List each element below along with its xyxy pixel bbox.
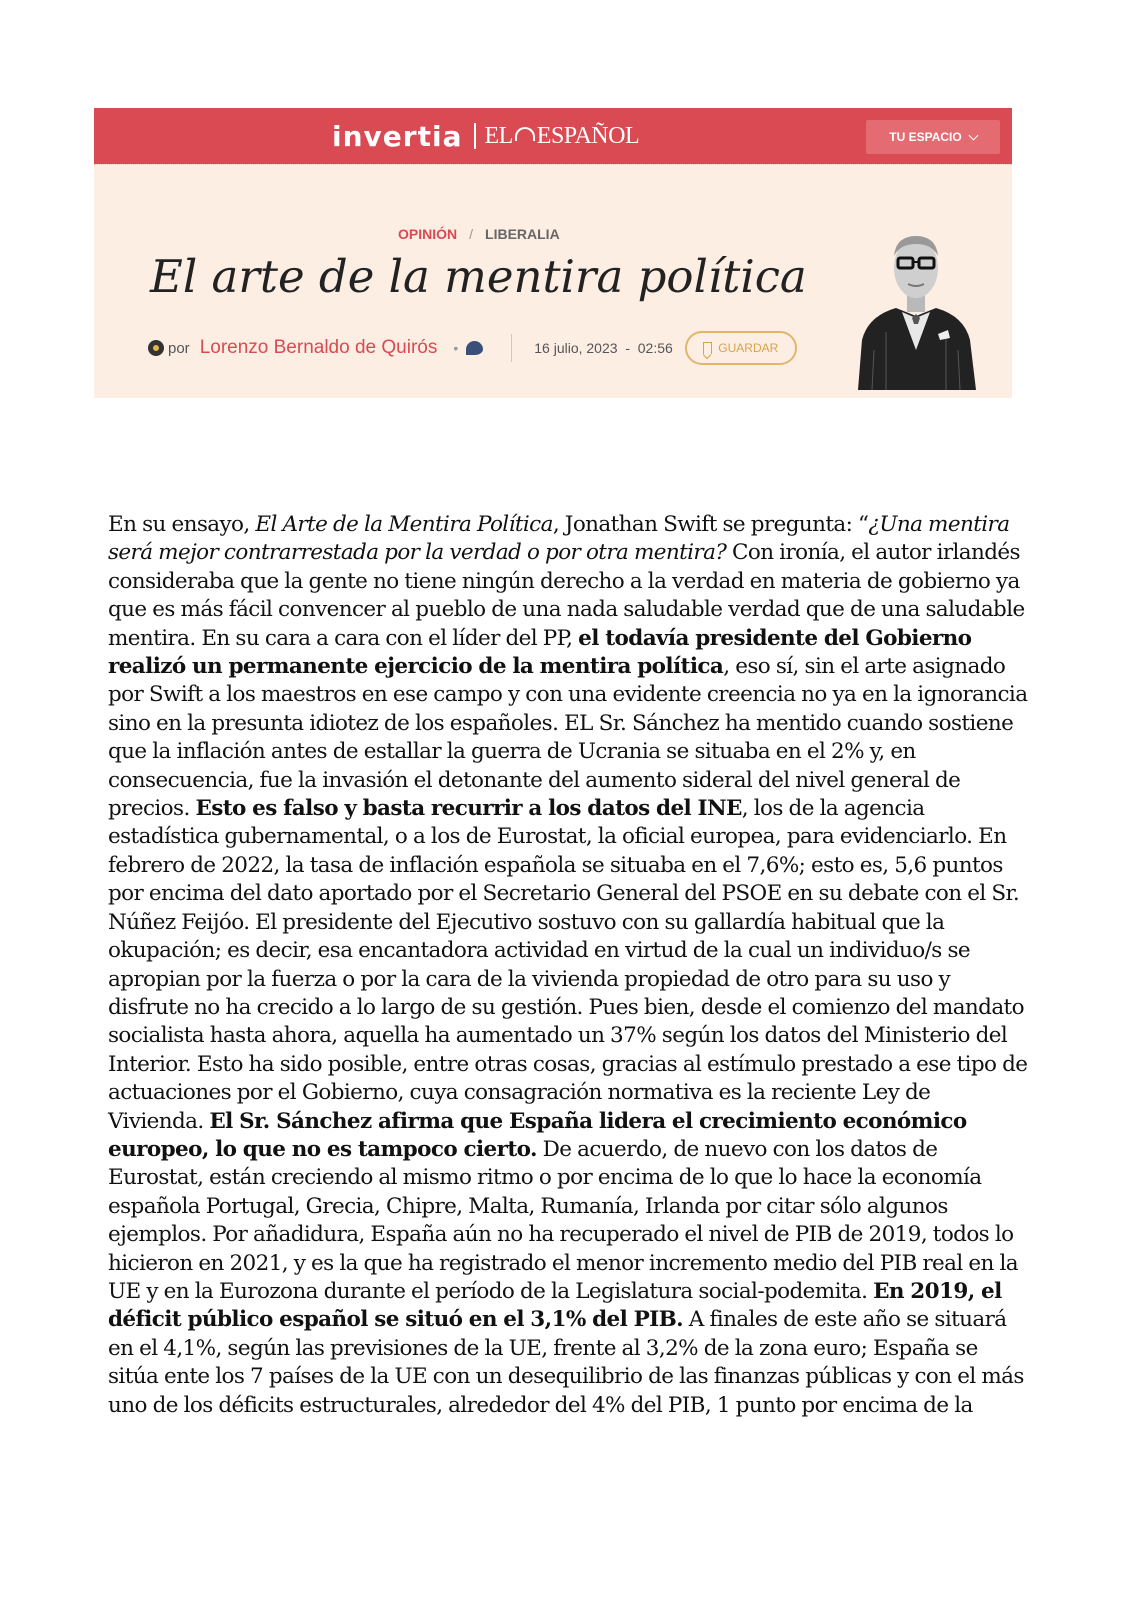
byline-divider bbox=[511, 334, 512, 362]
body-text: A finales de este año se situará en el 4,1%, según las previsiones de la UE, frente al 3,2% de la zona euro; España se sitúa ente los 7 países de la UE con un desequilibrio de las finanzas públicas y con el más uno de los déficits estructurales, alrededor del 4% del PIB, 1 punto por encima de la bbox=[108, 1307, 1024, 1418]
logo-espanol: ESPAÑOL bbox=[536, 122, 640, 149]
bookmark-icon bbox=[703, 342, 712, 354]
divider bbox=[94, 164, 1012, 165]
bold-text: En 2019, el déficit público español se situó en el 3,1% del PIB. bbox=[108, 1278, 1002, 1333]
breadcrumb-liberalia[interactable]: LIBERALIA bbox=[485, 226, 560, 242]
body-text: , los de la agencia estadística gubernamental, o a los de Eurostat, la oficial europea, para evidenciarlo. En febrero de 2022, la tasa de inflación española se situaba en el 7,6%; esto es, 5,6 puntos por encima del dato aportado por el Secretario General del PSOE en su debate con el Sr. Núñez Feijóo. El presidente del Ejecutivo sostuvo con su gallardía habitual que la okupación; es decir, esa encantadora actividad en virtud de la cual un individuo/s se apropian por la fuerza o por la cara de la vivienda propiedad de otro para su uso y disfrute no ha crecido a lo largo de su gestión. Pues bien, desde el comienzo del mandato socialista hasta ahora, aquella ha aumentado un 37% según los datos del Ministerio del Interior. Esto ha sido posible, entre otras cosas, gracias al estímulo prestado a ese tipo de actuaciones por el Gobierno, cuya consagración normativa es la reciente Ley de Vivienda. bbox=[108, 796, 1028, 1134]
breadcrumb-opinion[interactable]: OPINIÓN bbox=[398, 226, 458, 242]
bold-text: Esto es falso y basta recurrir a los datos del INE bbox=[195, 796, 742, 822]
save-label: GUARDAR bbox=[718, 341, 779, 355]
logo-invertia: invertia bbox=[332, 119, 463, 153]
top-navigation-bar bbox=[94, 108, 1012, 164]
save-button[interactable] bbox=[685, 331, 797, 365]
author-link[interactable]: Lorenzo Bernaldo de Quirós bbox=[199, 337, 438, 358]
logo-el: EL bbox=[484, 122, 513, 149]
author-photo bbox=[852, 220, 980, 390]
page-title: El arte de la mentira política bbox=[150, 250, 807, 303]
globe-icon bbox=[515, 127, 535, 141]
byline bbox=[148, 330, 797, 366]
tu-espacio-button[interactable] bbox=[866, 120, 1000, 154]
article-header bbox=[94, 108, 1012, 398]
body-text: , eso sí, sin el arte asignado por Swift a los maestros en ese campo y con una evidente creencia no ya en la ignorancia sino en la presunta idiotez de los españoles. EL Sr. Sánchez ha mentido cuando sostiene que la inflación antes de estallar la guerra de Ucrania se situaba en el 2% y, en consecuencia, fue la invasión el detonante del aumento sideral del nivel general de precios. bbox=[108, 654, 1028, 822]
bold-text: el todavía presidente del Gobierno realizó un permanente ejercicio de la mentira política bbox=[108, 625, 972, 680]
breadcrumb bbox=[398, 226, 560, 242]
bold-text: El Sr. Sánchez afirma que España lidera el crecimiento económico europeo, lo que no es tampoco cierto. bbox=[108, 1108, 967, 1162]
article-body bbox=[108, 511, 1028, 1420]
twitter-icon[interactable] bbox=[466, 341, 483, 355]
publish-date: 16 julio, 2023 - 02:56 bbox=[534, 340, 673, 356]
tu-espacio-label: TU ESPACIO bbox=[889, 130, 962, 144]
byline-por: por bbox=[168, 339, 190, 357]
italic-text: ¿Una mentira será mejor contrarrestada por la verdad o por otra mentira? bbox=[108, 512, 1010, 566]
logo-el-espanol bbox=[484, 123, 639, 150]
author-badge-icon bbox=[148, 340, 164, 356]
body-text: De acuerdo, de nuevo con los datos de Eurostat, están creciendo al mismo ritmo o por encima de lo que lo hace la economía española Portugal, Grecia, Chipre, Malta, Rumanía, Irlanda por citar sólo algunos ejemplos. Por añadidura, España aún no ha recuperado el nivel de PIB de 2019, todos lo hicieron en 2021, y es la que ha registrado el menor incremento medio del PIB real en la UE y en la Eurozona durante el período de la Legislatura social-podemita. bbox=[108, 1136, 1019, 1304]
byline-dot: • bbox=[453, 340, 459, 356]
breadcrumb-separator: / bbox=[469, 226, 474, 242]
body-text: , Jonathan Swift se pregunta: “ bbox=[552, 512, 869, 537]
body-text: En su ensayo, bbox=[108, 512, 256, 537]
body-text: Con ironía, el autor irlandés consideraba que la gente no tiene ningún derecho a la verdad en materia de gobierno ya que es más fácil convencer al pueblo de una nada saludable verdad que de una saludable mentira. En su cara a cara con el líder del PP, bbox=[108, 540, 1025, 651]
logo-divider bbox=[474, 123, 476, 149]
chevron-down-icon bbox=[968, 130, 978, 140]
italic-text: El Arte de la Mentira Política bbox=[255, 512, 553, 537]
site-logo[interactable] bbox=[332, 116, 639, 156]
